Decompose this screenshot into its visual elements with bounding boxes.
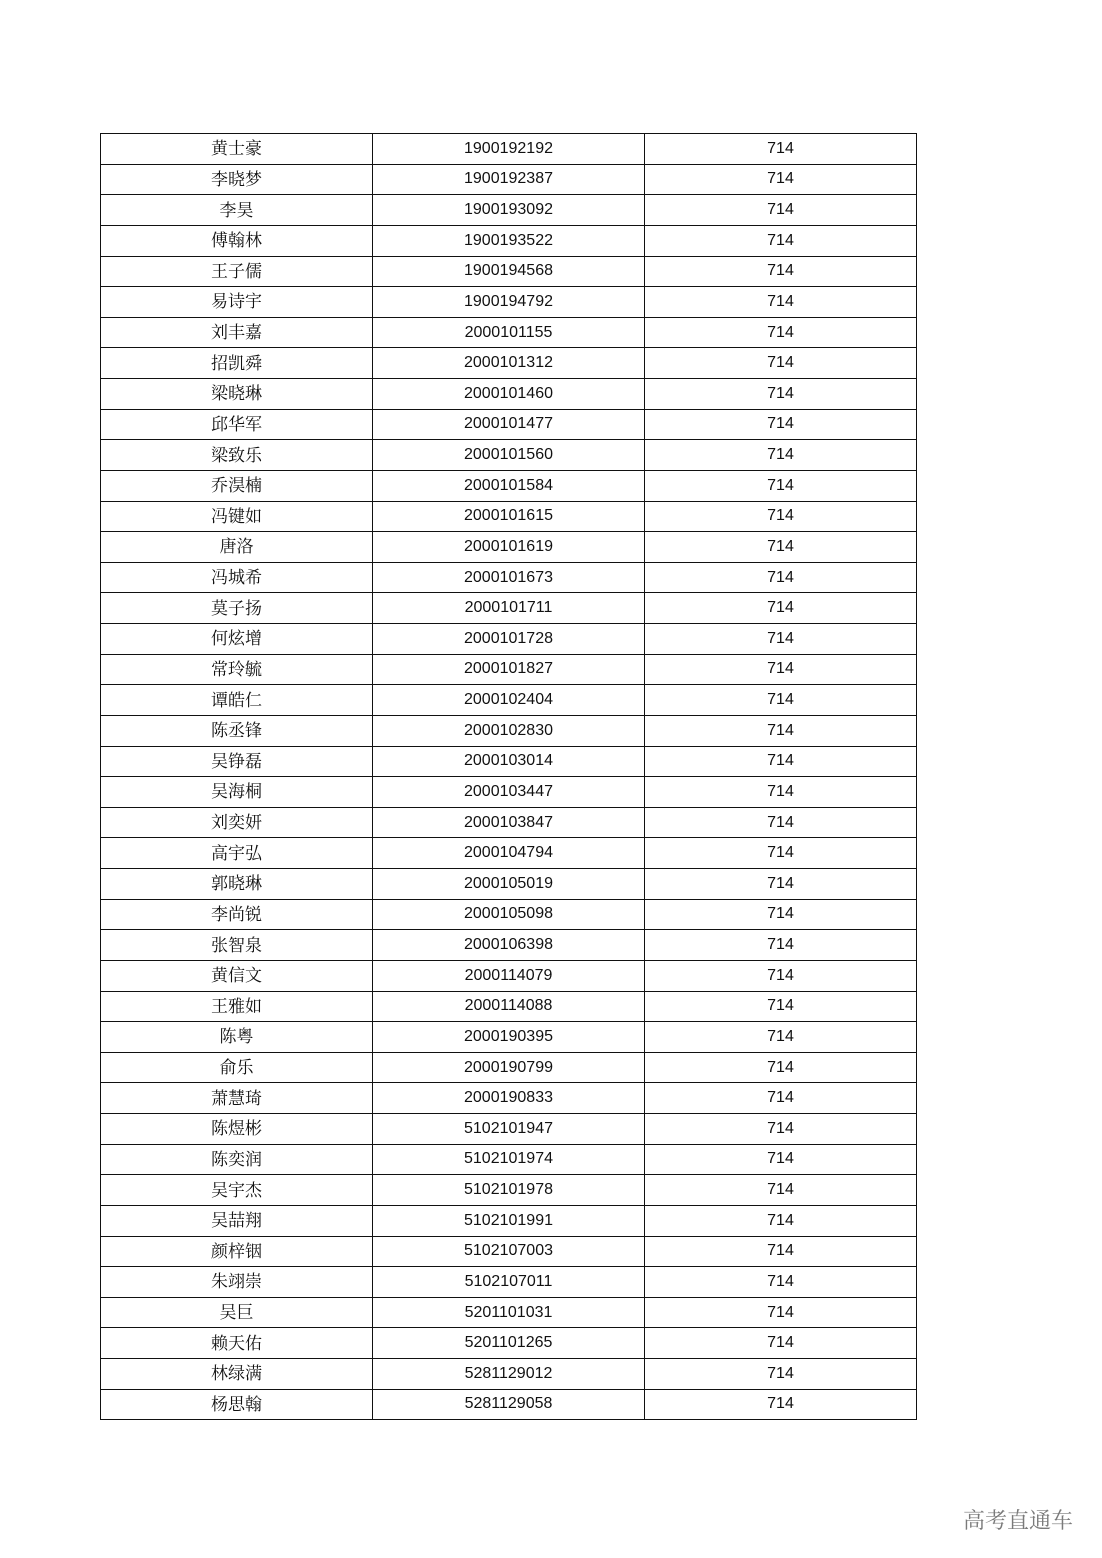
table-row: [101, 1359, 917, 1390]
table-row: [101, 624, 917, 655]
table-row: [101, 1114, 917, 1145]
name-cell: 李晓梦: [101, 164, 373, 195]
score-cell: 714: [645, 1205, 917, 1236]
score-cell: 714: [645, 1175, 917, 1206]
score-cell: 714: [645, 807, 917, 838]
id-cell: 2000103014: [373, 746, 645, 777]
name-cell: 黄士豪: [101, 134, 373, 165]
score-cell: 714: [645, 317, 917, 348]
table-row: [101, 1267, 917, 1298]
score-cell: 714: [645, 440, 917, 471]
score-cell: 714: [645, 1389, 917, 1420]
table-row: [101, 562, 917, 593]
score-cell: 714: [645, 654, 917, 685]
name-cell: 何炫增: [101, 624, 373, 655]
id-cell: 2000101615: [373, 501, 645, 532]
name-cell: 林绿满: [101, 1359, 373, 1390]
table-row: [101, 1236, 917, 1267]
table-row: [101, 838, 917, 869]
name-cell: 王雅如: [101, 991, 373, 1022]
name-cell: 郭晓琳: [101, 869, 373, 900]
score-cell: 714: [645, 256, 917, 287]
id-cell: 2000101155: [373, 317, 645, 348]
id-cell: 1900194568: [373, 256, 645, 287]
id-cell: 2000101728: [373, 624, 645, 655]
id-cell: 1900192192: [373, 134, 645, 165]
table-row: [101, 348, 917, 379]
table-row: [101, 715, 917, 746]
name-cell: 朱翊崇: [101, 1267, 373, 1298]
name-cell: 陈粤: [101, 1022, 373, 1053]
id-cell: 2000101673: [373, 562, 645, 593]
table-row: [101, 869, 917, 900]
table-row: [101, 1022, 917, 1053]
table-row: [101, 532, 917, 563]
id-cell: 2000105019: [373, 869, 645, 900]
score-cell: 714: [645, 287, 917, 318]
table-row: [101, 164, 917, 195]
name-cell: 邱华军: [101, 409, 373, 440]
name-cell: 梁晓琳: [101, 379, 373, 410]
score-cell: 714: [645, 838, 917, 869]
name-cell: 杨思翰: [101, 1389, 373, 1420]
id-cell: 2000105098: [373, 899, 645, 930]
id-cell: 5201101265: [373, 1328, 645, 1359]
score-cell: 714: [645, 134, 917, 165]
score-cell: 714: [645, 593, 917, 624]
name-cell: 吴喆翔: [101, 1205, 373, 1236]
table-row: [101, 899, 917, 930]
score-cell: 714: [645, 930, 917, 961]
id-cell: 2000101477: [373, 409, 645, 440]
table-row: [101, 1083, 917, 1114]
name-cell: 萧慧琦: [101, 1083, 373, 1114]
name-cell: 黄信文: [101, 960, 373, 991]
id-cell: 2000114079: [373, 960, 645, 991]
table-row: [101, 317, 917, 348]
table-row: [101, 1297, 917, 1328]
score-cell: 714: [645, 1052, 917, 1083]
id-cell: 5102101974: [373, 1144, 645, 1175]
name-cell: 陈煜彬: [101, 1114, 373, 1145]
name-cell: 吴海桐: [101, 777, 373, 808]
name-cell: 李尚锐: [101, 899, 373, 930]
name-cell: 吴宇杰: [101, 1175, 373, 1206]
score-cell: 714: [645, 899, 917, 930]
score-cell: 714: [645, 1114, 917, 1145]
id-cell: 5102107003: [373, 1236, 645, 1267]
name-cell: 常玲毓: [101, 654, 373, 685]
table-row: [101, 134, 917, 165]
score-cell: 714: [645, 777, 917, 808]
score-cell: 714: [645, 1328, 917, 1359]
name-cell: 唐洛: [101, 532, 373, 563]
name-cell: 刘奕妍: [101, 807, 373, 838]
table-row: [101, 593, 917, 624]
name-cell: 刘丰嘉: [101, 317, 373, 348]
name-cell: 招凯舜: [101, 348, 373, 379]
score-cell: 714: [645, 746, 917, 777]
table-row: [101, 746, 917, 777]
table-row: [101, 470, 917, 501]
table-row: [101, 1052, 917, 1083]
name-cell: 高宇弘: [101, 838, 373, 869]
name-cell: 王子儒: [101, 256, 373, 287]
table-row: [101, 256, 917, 287]
id-cell: 2000101584: [373, 470, 645, 501]
id-cell: 5201101031: [373, 1297, 645, 1328]
id-cell: 1900193092: [373, 195, 645, 226]
id-cell: 2000101827: [373, 654, 645, 685]
name-cell: 吴铮磊: [101, 746, 373, 777]
score-cell: 714: [645, 991, 917, 1022]
table-row: [101, 777, 917, 808]
table-row: [101, 409, 917, 440]
id-cell: 5102101978: [373, 1175, 645, 1206]
score-cell: 714: [645, 164, 917, 195]
score-table: [100, 133, 917, 1420]
score-cell: 714: [645, 501, 917, 532]
score-cell: 714: [645, 409, 917, 440]
name-cell: 陈奕润: [101, 1144, 373, 1175]
name-cell: 张智泉: [101, 930, 373, 961]
table-row: [101, 685, 917, 716]
id-cell: 2000103847: [373, 807, 645, 838]
score-cell: 714: [645, 562, 917, 593]
id-cell: 2000106398: [373, 930, 645, 961]
name-cell: 莫子扬: [101, 593, 373, 624]
score-cell: 714: [645, 715, 917, 746]
name-cell: 傅翰林: [101, 225, 373, 256]
name-cell: 吴巨: [101, 1297, 373, 1328]
table-row: [101, 654, 917, 685]
score-cell: 714: [645, 195, 917, 226]
table-body: [101, 134, 917, 1420]
id-cell: 2000102404: [373, 685, 645, 716]
name-cell: 谭皓仁: [101, 685, 373, 716]
table-row: [101, 440, 917, 471]
id-cell: 2000190395: [373, 1022, 645, 1053]
score-cell: 714: [645, 685, 917, 716]
score-cell: 714: [645, 869, 917, 900]
score-cell: 714: [645, 960, 917, 991]
name-cell: 俞乐: [101, 1052, 373, 1083]
id-cell: 5102101991: [373, 1205, 645, 1236]
name-cell: 冯键如: [101, 501, 373, 532]
table-row: [101, 225, 917, 256]
name-cell: 梁致乐: [101, 440, 373, 471]
table-row: [101, 1175, 917, 1206]
table-row: [101, 501, 917, 532]
name-cell: 易诗宇: [101, 287, 373, 318]
score-cell: 714: [645, 470, 917, 501]
table-row: [101, 195, 917, 226]
id-cell: 2000104794: [373, 838, 645, 869]
id-cell: 2000190799: [373, 1052, 645, 1083]
id-cell: 1900192387: [373, 164, 645, 195]
table-row: [101, 1328, 917, 1359]
name-cell: 乔淏楠: [101, 470, 373, 501]
id-cell: 2000101560: [373, 440, 645, 471]
table-row: [101, 991, 917, 1022]
id-cell: 5281129012: [373, 1359, 645, 1390]
watermark: 高考直通车: [963, 1509, 1074, 1534]
name-cell: 赖天佑: [101, 1328, 373, 1359]
name-cell: 李昊: [101, 195, 373, 226]
id-cell: 1900194792: [373, 287, 645, 318]
name-cell: 陈丞锋: [101, 715, 373, 746]
name-cell: 颜梓铟: [101, 1236, 373, 1267]
score-cell: 714: [645, 624, 917, 655]
score-cell: 714: [645, 1144, 917, 1175]
score-cell: 714: [645, 1083, 917, 1114]
table-row: [101, 287, 917, 318]
table-row: [101, 1144, 917, 1175]
score-cell: 714: [645, 1359, 917, 1390]
score-cell: 714: [645, 379, 917, 410]
score-cell: 714: [645, 1267, 917, 1298]
id-cell: 2000101619: [373, 532, 645, 563]
table-row: [101, 960, 917, 991]
id-cell: 2000102830: [373, 715, 645, 746]
score-cell: 714: [645, 1297, 917, 1328]
id-cell: 2000101312: [373, 348, 645, 379]
id-cell: 2000103447: [373, 777, 645, 808]
id-cell: 2000101460: [373, 379, 645, 410]
score-cell: 714: [645, 225, 917, 256]
table-row: [101, 1205, 917, 1236]
score-cell: 714: [645, 532, 917, 563]
id-cell: 2000190833: [373, 1083, 645, 1114]
id-cell: 5281129058: [373, 1389, 645, 1420]
score-cell: 714: [645, 1022, 917, 1053]
id-cell: 1900193522: [373, 225, 645, 256]
table-row: [101, 930, 917, 961]
table-row: [101, 1389, 917, 1420]
table-row: [101, 379, 917, 410]
id-cell: 5102107011: [373, 1267, 645, 1298]
id-cell: 2000114088: [373, 991, 645, 1022]
score-cell: 714: [645, 348, 917, 379]
id-cell: 5102101947: [373, 1114, 645, 1145]
table-row: [101, 807, 917, 838]
score-cell: 714: [645, 1236, 917, 1267]
id-cell: 2000101711: [373, 593, 645, 624]
name-cell: 冯城希: [101, 562, 373, 593]
